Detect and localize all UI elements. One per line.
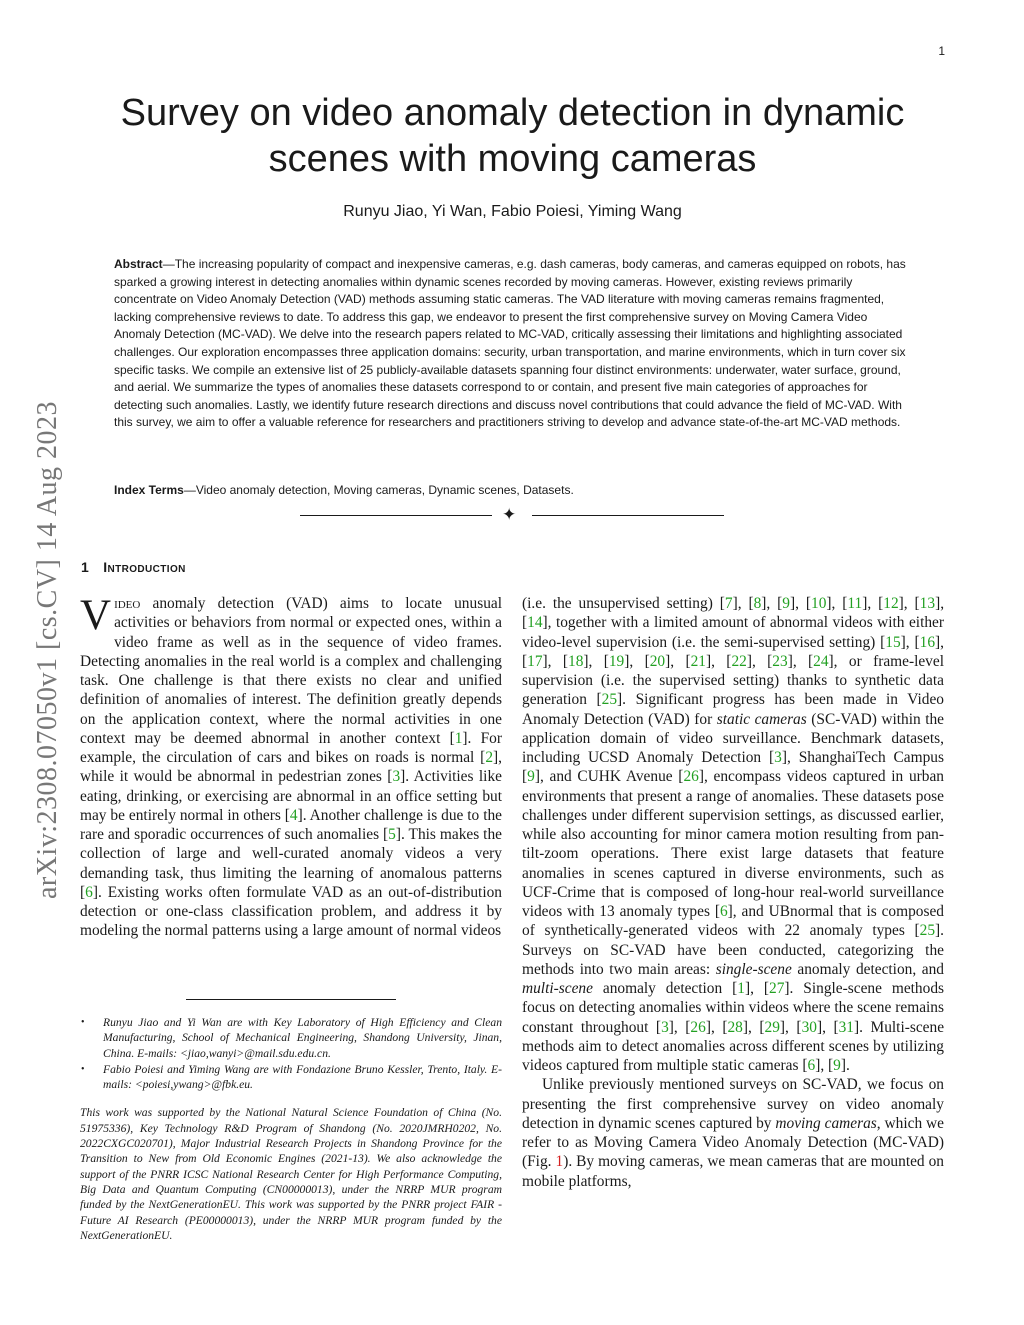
citation-link[interactable]: 17 xyxy=(527,652,543,670)
citation-link[interactable]: 18 xyxy=(568,652,584,670)
citation-link[interactable]: 28 xyxy=(727,1018,743,1036)
citation-link[interactable]: 19 xyxy=(608,652,625,670)
index-terms-text: Video anomaly detection, Moving cameras, Dynamic scenes, Datasets. xyxy=(195,483,574,497)
body-text: ]. Significant progress has been made in Video Anomaly Detection (VAD) for xyxy=(522,691,944,728)
body-text: (i.e. the unsupervised setting) [ xyxy=(522,595,725,612)
drop-cap-continuation: ideo xyxy=(114,595,141,612)
body-text: ], encompass videos captured in urban environments that present a range of anomalies. These datasets pose challenges under different supervision settings, as discussed earlier, while also accounting for minor camera motion resulting from pan-tilt-zoom operations. There exist large datasets that feature anomalies in scenes captured in diverse environments, such as UCF-Crime that is composed of long-hour real-world surveillance videos with 13 anomaly types [ xyxy=(522,768,944,920)
body-text: ], [ xyxy=(744,980,769,997)
right-column xyxy=(522,594,944,1191)
body-text: (SC-VAD) within the application domain of video surveillance. Benchmark datasets, including UCSD Anomaly Detection [ xyxy=(522,710,944,766)
intro-paragraph-continued xyxy=(522,594,944,1075)
body-text: ]. For example, the circulation of cars and bikes on roads is normal [ xyxy=(80,729,502,766)
index-terms-dash: — xyxy=(183,483,196,497)
citation-link[interactable]: 5 xyxy=(388,826,396,843)
title-line-2: scenes with moving cameras xyxy=(268,138,757,180)
intro-body-text xyxy=(80,592,502,940)
citation-link[interactable]: 22 xyxy=(731,652,747,670)
body-text: ], together with a limited amount of abnormal videos with either video-level supervision (i.e. the semi-supervised setting) [ xyxy=(522,614,944,651)
body-text: ], [ xyxy=(665,652,691,670)
citation-link[interactable]: 8 xyxy=(753,595,762,612)
body-text: ], and CUHK Avenue [ xyxy=(534,768,684,786)
affiliation-text: Fabio Poiesi and Yiming Wang are with Fondazione Bruno Kessler, Trento, Italy. E-mails: <poiesi,ywang>@fbk.eu. xyxy=(103,1062,502,1092)
body-text: ]. xyxy=(840,1057,850,1074)
body-text: ], [ xyxy=(668,1018,691,1036)
body-text: ], [ xyxy=(624,652,650,670)
citation-link[interactable]: 25 xyxy=(919,922,936,940)
footnotes xyxy=(80,1015,502,1255)
emphasized-term: multi-scene xyxy=(522,980,593,997)
citation-link[interactable]: 4 xyxy=(289,806,298,824)
funding-acknowledgement: This work was supported by the National Natural Science Foundation of China (No. 51975336), Key Technology R&D Program of Shandong (No. 2020JMRH0202, No. 2022CXGC020701), Major Industrial Research Projects in Shandong Province for the Transition to New from Old Economic Engines (2021-13). We also acknowledge the support of the PNRR ICSC National Research Center for High Performance Computing, Big Data and Quantum Computing (CN00000013), under the NRRP MUR program funded by the NextGenerationEU. This work was supported by the PNRR project FAIR - Future AI Research (PE00000013), under the NRRP MUR program funded by the NextGenerationEU. xyxy=(80,1106,502,1242)
citation-link[interactable]: 3 xyxy=(392,768,401,786)
body-text: ], [ xyxy=(542,652,568,670)
index-terms xyxy=(114,482,914,499)
citation-link[interactable]: 3 xyxy=(774,749,782,766)
drop-cap: V xyxy=(80,592,112,639)
citation-link[interactable]: 31 xyxy=(838,1018,854,1036)
body-text: ], [ xyxy=(787,652,814,670)
body-text: ], [ xyxy=(900,633,920,651)
body-text: ], [ xyxy=(790,595,812,612)
body-text: ]. This makes the collection of large and well-curated anomaly videos a very demanding task, thus limiting the learning of anomalous patterns [ xyxy=(80,826,502,901)
body-text: ], [ xyxy=(761,595,783,612)
body-text: anomaly detection, and xyxy=(791,960,944,978)
citation-link[interactable]: 2 xyxy=(485,749,494,766)
citation-link[interactable]: 1 xyxy=(737,980,745,997)
affiliation-item xyxy=(80,1015,502,1061)
body-text: ]. Existing works often formulate VAD as an out-of-distribution detection or one-class classification problem, and address it by modeling the normal patterns using a large amount of normal videos xyxy=(80,883,502,940)
author-list: Runyu Jiao, Yi Wan, Fabio Poiesi, Yiming Wang xyxy=(343,203,682,220)
body-text: ], [ xyxy=(705,652,732,670)
citation-link[interactable]: 26 xyxy=(683,768,699,786)
divider-diamond-icon: ✦ xyxy=(502,505,517,525)
body-text: Unlike previously mentioned surveys on SC-VAD, we focus on presenting the first comprehensive survey on video anomaly detection in dynamic scenes captured by xyxy=(522,1076,944,1132)
citation-link[interactable]: 14 xyxy=(527,614,543,632)
body-text: , which we refer to as Moving Camera Video Anomaly Detection (MC-VAD) (Fig. xyxy=(522,1114,944,1171)
left-column xyxy=(80,594,502,941)
citation-link[interactable]: 25 xyxy=(601,691,618,709)
citation-link[interactable]: 30 xyxy=(801,1018,817,1036)
index-terms-label: Index Terms xyxy=(114,483,184,497)
body-text: ], [ xyxy=(522,595,945,632)
bullet-icon: • xyxy=(81,1063,85,1075)
section-title: Introduction xyxy=(103,559,186,575)
body-text: ], ShanghaiTech Campus [ xyxy=(522,749,944,786)
body-text: anomaly detection (VAD) aims to locate unusual activities or behaviors from normal or expected ones, within a video frame as well as in the sequence of video frames. Detecting anomalies in the real world is a complex and challenging task. One challenge is that there exists no clear and unified definition of anomalies of interest. The definition greatly depends on the application context, where the normal activities in one context may be deemed abnormal in another context [ xyxy=(80,595,502,747)
citation-link[interactable]: 9 xyxy=(833,1057,841,1074)
body-text: ]. Single-scene methods focus on detecting anomalies within videos where the scene remains constant throughout [ xyxy=(522,980,945,1036)
divider-rule-left xyxy=(300,515,492,516)
citation-link[interactable]: 23 xyxy=(772,652,788,670)
body-text: ], [ xyxy=(742,1018,765,1036)
citation-link[interactable]: 24 xyxy=(813,652,829,670)
emphasized-term: static cameras xyxy=(716,710,807,728)
citation-link[interactable]: 9 xyxy=(527,768,535,786)
citation-link[interactable]: 20 xyxy=(649,652,666,670)
abstract xyxy=(114,256,914,432)
citation-link[interactable]: 26 xyxy=(690,1018,706,1036)
citation-link[interactable]: 6 xyxy=(719,903,728,920)
citation-link[interactable]: 21 xyxy=(690,652,706,670)
paper-title xyxy=(90,90,935,182)
body-text: ], [ xyxy=(826,595,848,612)
body-text: ]. Activities like eating, drinking, or exercising are abnormal in an office setting but may be entirely normal in others [ xyxy=(80,768,502,824)
citation-link[interactable]: 13 xyxy=(919,595,936,612)
citation-link[interactable]: 7 xyxy=(724,595,733,612)
section-divider xyxy=(300,506,724,526)
body-text: ], [ xyxy=(815,1057,834,1074)
body-text: ], [ xyxy=(522,633,944,670)
section-heading xyxy=(81,559,186,575)
body-text: ], and UBnormal that is composed of synthetically-generated videos with 22 anomaly types [ xyxy=(522,903,945,940)
intro-paragraph-2 xyxy=(522,1075,944,1191)
page-number: 1 xyxy=(938,44,945,58)
body-text: ). By moving cameras, we mean cameras that are mounted on mobile platforms, xyxy=(522,1153,944,1190)
body-text: ], [ xyxy=(862,595,884,612)
body-text: ], [ xyxy=(898,595,920,612)
arxiv-identifier-stamp: arXiv:2308.07050v1 [cs.CV] 14 Aug 2023 xyxy=(32,400,63,900)
abstract-dash: — xyxy=(162,257,175,271)
body-text: ], [ xyxy=(746,652,773,670)
abstract-text: The increasing popularity of compact and inexpensive cameras, e.g. dash cameras, body cameras, and cameras equipped on robots, has sparked a growing interest in detecting anomalies within dynamic scenes recorded by moving cameras. However, existing reviews primarily concentrate on Video Anomaly Detection (VAD) methods assuming static cameras. The VAD literature with moving cameras remains fragmented, lacking comprehensive reviews to date. To address this gap, we endeavor to present the first comprehensive survey on Moving Camera Video Anomaly Detection (MC-VAD). We delve into the research papers related to MC-VAD, critically assessing their limitations and highlighting associated challenges. Our exploration encompasses three application domains: security, urban transportation, and marine environments, which in turn cover six specific tasks. We compile an extensive list of 25 publicly-available datasets spanning four distinct environments: underwater, water surface, ground, and aerial. We summarize the types of anomalies these datasets correspond to or contain, and present five main categories of approaches for detecting such anomalies. Lastly, we identify future research directions and discuss novel contributions that could advance the field of MC-VAD. With this survey, we aim to offer a valuable reference for researchers and practitioners striving to develop and advance state-of-the-art MC-VAD methods. xyxy=(114,257,906,430)
section-number: 1 xyxy=(81,559,90,575)
body-text: ]. Multi-scene methods aim to detect anomalies across different scenes by utilizing videos captured from multiple static cameras [ xyxy=(522,1018,945,1074)
citation-link[interactable]: 29 xyxy=(764,1018,780,1036)
citation-link[interactable]: 27 xyxy=(769,980,785,997)
footnote-separator xyxy=(186,999,396,1000)
bullet-icon: • xyxy=(81,1017,85,1028)
body-text: ], or frame-level supervision (i.e. the supervised setting) thanks to synthetic data generation [ xyxy=(522,652,944,709)
citation-link[interactable]: 3 xyxy=(661,1018,669,1036)
citation-link[interactable]: 6 xyxy=(85,883,93,901)
citation-link[interactable]: 12 xyxy=(883,595,899,612)
body-text: ], [ xyxy=(816,1018,839,1036)
intro-paragraph-1 xyxy=(80,594,502,941)
body-text: ]. Another challenge is due to the rare and sporadic occurrences of such anomalies [ xyxy=(80,806,502,843)
title-line-1: Survey on video anomaly detection in dynamic xyxy=(120,92,905,134)
body-text: ], [ xyxy=(779,1018,802,1036)
affiliation-text: Runyu Jiao and Yi Wan are with Key Laboratory of High Efficiency and Clean Manufacturing, School of Mechanical Engineering, Shandong University, Jinan, China. E-mails: <jiao,wanyi>@mail.sdu.edu.cn. xyxy=(103,1016,502,1060)
citation-link[interactable]: 16 xyxy=(919,633,936,651)
citation-link[interactable]: 9 xyxy=(782,595,790,612)
emphasized-term: single-scene xyxy=(715,960,792,978)
citation-link[interactable]: 10 xyxy=(811,595,827,612)
affiliation-list xyxy=(80,1015,502,1092)
citation-link[interactable]: 15 xyxy=(885,633,901,651)
citation-link[interactable]: 1 xyxy=(454,729,463,747)
emphasized-term: moving cameras xyxy=(775,1114,877,1132)
divider-rule-right xyxy=(532,515,724,516)
affiliation-item xyxy=(80,1062,502,1093)
body-text: ]. Surveys on SC-VAD have been conducted, categorizing the methods into two main areas: xyxy=(522,922,944,978)
body-text: ], [ xyxy=(705,1018,728,1036)
figure-reference-link[interactable]: 1 xyxy=(555,1153,564,1171)
body-text: ], while it would be abnormal in pedestrian zones [ xyxy=(80,749,502,786)
body-text: anomaly detection [ xyxy=(592,980,738,997)
abstract-label: Abstract xyxy=(114,257,163,271)
body-text: ], [ xyxy=(732,595,754,612)
body-text: ], [ xyxy=(583,652,609,670)
citation-link[interactable]: 11 xyxy=(847,595,863,612)
citation-link[interactable]: 6 xyxy=(807,1057,816,1074)
